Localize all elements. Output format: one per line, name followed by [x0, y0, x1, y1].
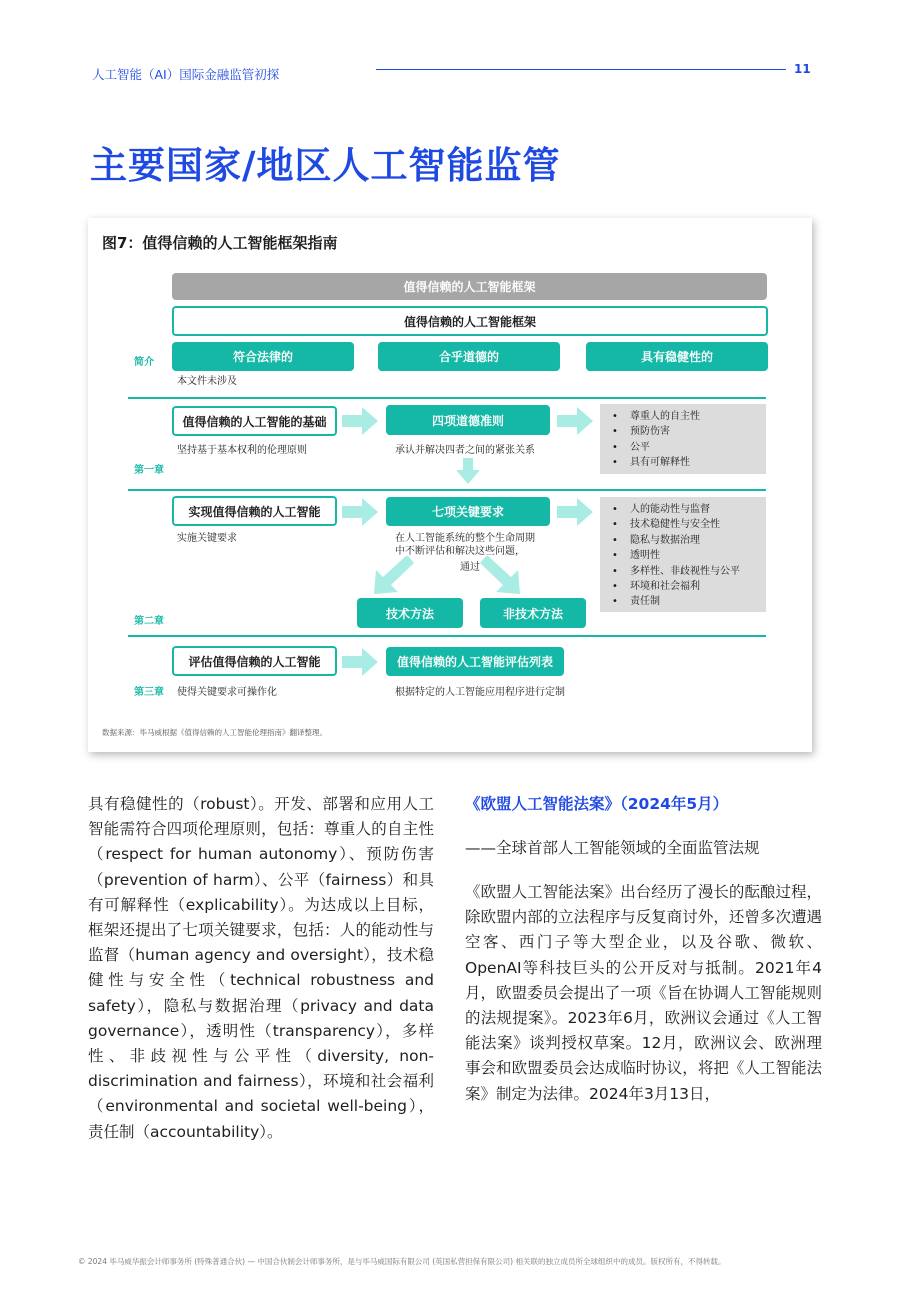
- ch2-requirements-box: 七项关键要求: [386, 497, 550, 526]
- ch1-principles-note: 承认并解决四者之间的紧张关系: [395, 445, 535, 456]
- list-item: • 具有可解释性: [612, 455, 766, 470]
- list-item: • 技术稳健性与安全性: [612, 517, 766, 532]
- intro-note: 本文件未涉及: [177, 376, 237, 387]
- document-title: 人工智能（AI）国际金融监管初探: [92, 67, 280, 82]
- page-number: 11: [794, 62, 811, 76]
- divider-2: [128, 489, 766, 491]
- intro-label: 简介: [134, 357, 154, 368]
- ch3-assessment-list-box: 值得信赖的人工智能评估列表: [386, 647, 564, 676]
- list-item: • 责任制: [612, 594, 766, 609]
- pillar-ethical: 合乎道德的: [378, 342, 560, 371]
- header-rule: [376, 69, 786, 70]
- list-item: • 隐私与数据治理: [612, 533, 766, 548]
- arrow-right-icon: [342, 648, 378, 676]
- ch2-requirements-note-1: 在人工智能系统的整个生命周期: [395, 533, 535, 544]
- arrow-down-left-icon: [374, 556, 414, 594]
- ch1-principles-box: 四项道德准则: [386, 405, 550, 435]
- list-item: • 公平: [612, 440, 766, 455]
- ch3-assess-note: 使得关键要求可操作化: [177, 687, 277, 698]
- section-subtitle: ——全球首部人工智能领域的全面监管法规: [465, 839, 760, 857]
- list-item: • 预防伤害: [612, 424, 766, 439]
- pillar-robust: 具有稳健性的: [586, 342, 768, 371]
- divider-3: [128, 635, 766, 637]
- ch2-realise-box: 实现值得信赖的人工智能: [172, 496, 337, 526]
- copyright-footer: © 2024 毕马威华振会计师事务所 (特殊普通合伙) — 中国合伙制会计师事务所，是与毕马威国际有限公司 (英国私营担保有限公司) 相关联的独立成员所全球组织中的成员。版权所有，不得转载。: [78, 1257, 726, 1266]
- technical-method-box: 技术方法: [357, 598, 463, 628]
- ch3-assessment-note: 根据特定的人工智能应用程序进行定制: [395, 687, 565, 698]
- arrow-right-icon: [342, 498, 378, 526]
- chapter3-label: 第三章: [134, 687, 164, 698]
- arrow-right-icon: [557, 498, 593, 526]
- arrow-right-icon: [342, 407, 378, 435]
- list-item: • 多样性、非歧视性与公平: [612, 564, 766, 579]
- ch1-foundation-box: 值得信赖的人工智能的基础: [172, 406, 337, 436]
- chapter1-label: 第一章: [134, 465, 164, 476]
- page-title: 主要国家/地区人工智能监管: [90, 144, 561, 187]
- ch3-assess-box: 评估值得信赖的人工智能: [172, 646, 337, 676]
- ch1-principles-list: [600, 404, 766, 474]
- list-item: • 环境和社会福利: [612, 579, 766, 594]
- framework-outline-bar: 值得信赖的人工智能框架: [172, 306, 768, 336]
- ch2-via-label: 通过: [460, 562, 480, 573]
- arrow-right-icon: [557, 407, 593, 435]
- figure-caption: 图7：值得信赖的人工智能框架指南: [102, 234, 338, 252]
- ch2-requirements-list: [600, 497, 766, 612]
- list-item: • 尊重人的自主性: [612, 409, 766, 424]
- divider-1: [128, 397, 766, 399]
- figure-source: 数据来源：毕马威根据《值得信赖的人工智能伦理指南》翻译整理。: [102, 728, 327, 737]
- arrow-down-icon: [456, 458, 480, 484]
- arrow-down-right-icon: [480, 556, 520, 594]
- section-heading: 《欧盟人工智能法案》（2024年5月）: [465, 795, 729, 813]
- ch2-realise-note: 实施关键要求: [177, 533, 237, 544]
- framework-figure: [88, 218, 812, 752]
- framework-top-bar: 值得信赖的人工智能框架: [172, 273, 767, 300]
- list-item: • 透明性: [612, 548, 766, 563]
- ch1-foundation-note: 坚持基于基本权利的伦理原则: [177, 445, 307, 456]
- chapter2-label: 第二章: [134, 616, 164, 627]
- body-left-paragraph: 具有稳健性的（robust）。开发、部署和应用人工智能需符合四项伦理原则，包括：尊重人的自主性（respect for human autonomy）、预防伤害（prevention of harm）、公平（fairness）和具有可解释性（explicability）。为达成以上目标，框架还提出了七项关键要求，包括：人的能动性与监督（human agency and oversight），技术稳健性与安全性（technical robustness and safety），隐私与数据治理（privacy and data governance），透明性（transparency），多样性、非歧视性与公平性（diversity, non-discrimination and fairness），环境和社会福利（environmental and societal well-being），责任制（accountability）。: [88, 795, 434, 1141]
- ch2-requirements-note-2: 中不断评估和解决这些问题，: [395, 546, 525, 557]
- list-item: • 人的能动性与监督: [612, 502, 766, 517]
- non-technical-method-box: 非技术方法: [480, 598, 586, 628]
- pillar-lawful: 符合法律的: [172, 342, 354, 371]
- body-right-paragraph: 《欧盟人工智能法案》出台经历了漫长的酝酿过程，除欧盟内部的立法程序与反复商讨外，还曾多次遭遇空客、西门子等大型企业，以及谷歌、微软、OpenAI等科技巨头的公开反对与抵制。2021年4月，欧盟委员会提出了一项《旨在协调人工智能规则的法规提案》。2023年6月，欧洲议会通过《人工智能法案》谈判授权草案。12月，欧洲议会、欧洲理事会和欧盟委员会达成临时协议，将把《人工智能法案》制定为法律。2024年3月13日，: [465, 883, 822, 1103]
